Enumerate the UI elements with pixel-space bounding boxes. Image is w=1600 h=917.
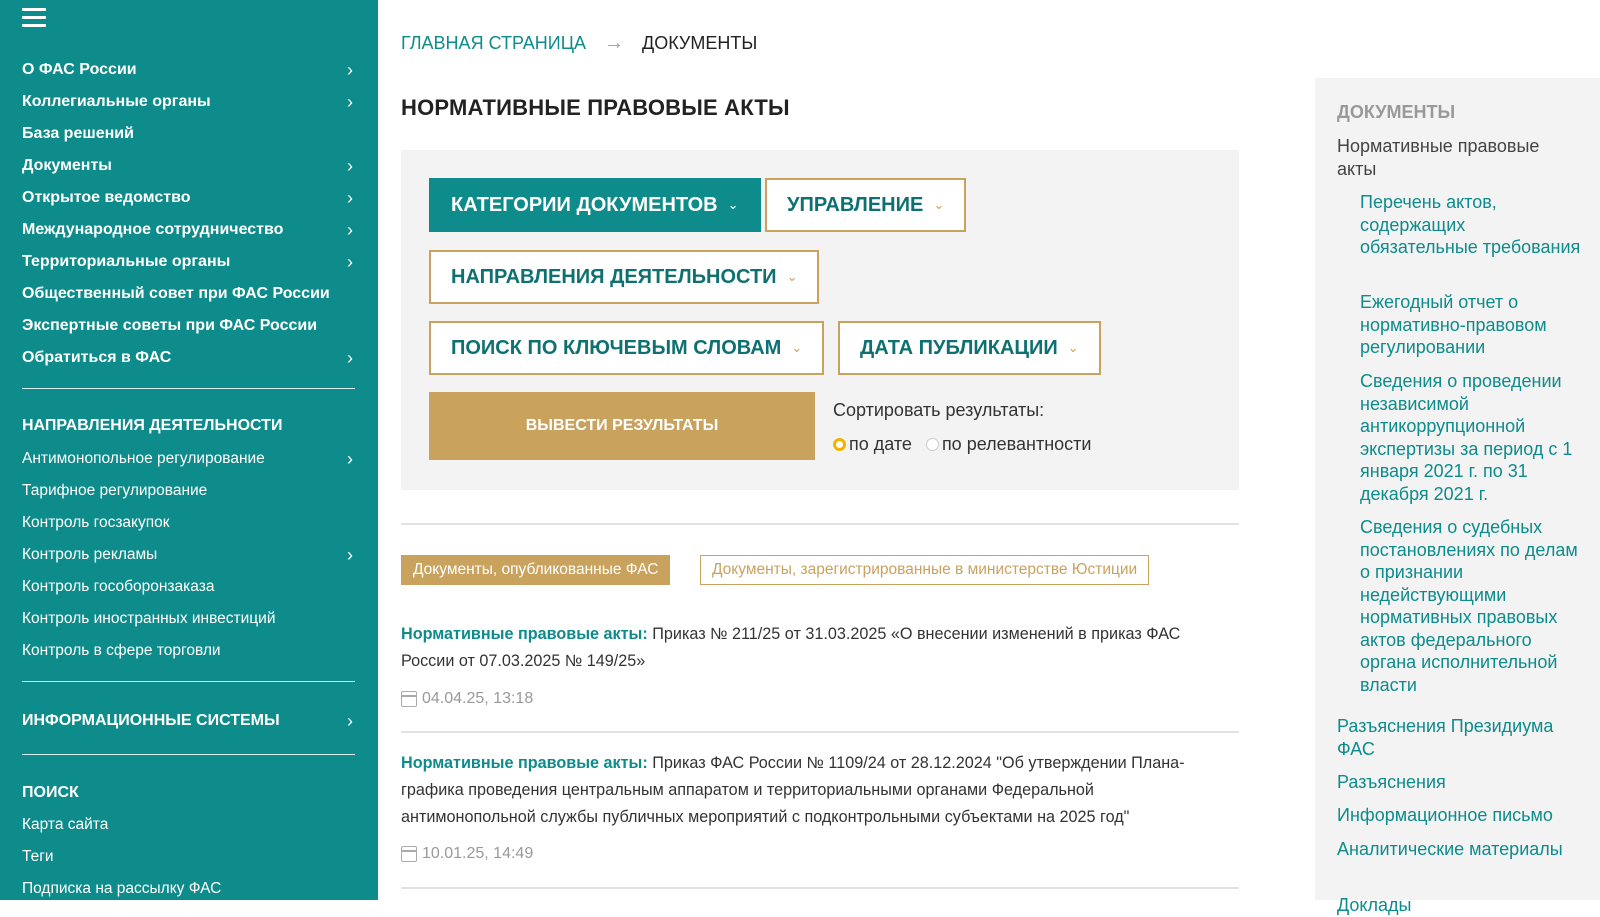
chevron-down-icon: ⌄ — [791, 340, 803, 355]
nav-item-label: О ФАС России — [22, 61, 137, 78]
nav-item-label: База решений — [22, 125, 134, 142]
nav-item-label: Тарифное регулирование — [22, 482, 208, 499]
rs-item-presidium-clarifications[interactable]: Разъяснения Президиума ФАС — [1337, 716, 1554, 759]
document-item — [401, 621, 1201, 675]
nav-item-subscribe[interactable] — [22, 873, 355, 905]
document-date — [401, 690, 533, 708]
tag-published-fas[interactable]: Документы, опубликованные ФАС — [401, 555, 670, 585]
radio-label: по релевантности — [941, 434, 1092, 454]
main-sidebar — [0, 0, 378, 900]
directions-dropdown[interactable] — [429, 250, 819, 304]
nav-item-label: Международное сотрудничество — [22, 221, 284, 238]
page-title: НОРМАТИВНЫЕ ПРАВОВЫЕ АКТЫ — [401, 95, 790, 120]
nav-item-collegial[interactable] — [22, 86, 355, 118]
info-systems-heading[interactable] — [22, 712, 355, 730]
nav-item-trade[interactable] — [22, 635, 355, 667]
dropdown-label: ДАТА ПУБЛИКАЦИИ — [860, 336, 1058, 359]
radio-checked-icon — [833, 438, 846, 451]
nav-item-label: Контроль иностранных инвестиций — [22, 610, 276, 627]
nav-item-sitemap[interactable] — [22, 809, 355, 841]
dropdown-label: ПОИСК ПО КЛЮЧЕВЫМ СЛОВАМ — [451, 336, 782, 359]
directions-heading — [22, 417, 355, 435]
nav-item-label: Коллегиальные органы — [22, 93, 211, 110]
chevron-down-icon: ⌄ — [786, 269, 798, 284]
management-dropdown[interactable] — [765, 178, 966, 232]
breadcrumb-home-link[interactable]: ГЛАВНАЯ СТРАНИЦА — [401, 33, 587, 53]
rs-subitem-anticorruption[interactable]: Сведения о проведении независимой антикоррупционной экспертизы за период с 1 января 2021 г. по 31 декабря 2021 г. — [1360, 371, 1573, 504]
show-results-button[interactable]: ВЫВЕСТИ РЕЗУЛЬТАТЫ — [429, 392, 815, 460]
date-label: 04.04.25, 13:18 — [422, 690, 534, 707]
tag-registered-justice[interactable]: Документы, зарегистрированные в министерстве Юстиции — [700, 555, 1149, 585]
divider — [401, 731, 1239, 733]
nav-item-label: Обратиться в ФАС — [22, 349, 172, 366]
chevron-down-icon: ⌄ — [727, 197, 739, 212]
divider — [401, 523, 1239, 525]
calendar-icon — [401, 691, 417, 707]
nav-item-procurement[interactable] — [22, 507, 355, 539]
nav-item-label: Теги — [22, 848, 54, 865]
nav-item-documents[interactable] — [22, 150, 355, 182]
chevron-down-icon: ⌄ — [1067, 340, 1079, 355]
directions-nav — [22, 443, 355, 667]
radio-unchecked-icon — [926, 438, 939, 451]
filter-panel — [401, 150, 1239, 490]
radio-label: по дате — [849, 434, 912, 454]
document-title-link[interactable]: Приказ ФАС России № 1109/24 от 28.12.2024 "Об утверждении Плана-графика проведения центральным аппаратом и территориальными органами Федеральной антимонопольной службы публичных мероприятий с подконтрольными субъектами на 2025 год" — [401, 754, 1185, 826]
nav-item-tariff[interactable] — [22, 475, 355, 507]
heading-label: ИНФОРМАЦИОННЫЕ СИСТЕМЫ — [22, 712, 280, 729]
nav-item-label: Открытое ведомство — [22, 189, 191, 206]
chevron-right-icon: › — [347, 252, 353, 272]
nav-divider — [22, 388, 355, 389]
rs-subitem-court-rulings[interactable]: Сведения о судебных постановлениях по делам о признании недействующими нормативных правовых актов федерального органа исполнительной власти — [1360, 517, 1578, 695]
nav-item-open-agency[interactable] — [22, 182, 355, 214]
nav-item-label: Контроль рекламы — [22, 546, 158, 563]
documents-sidebar — [1315, 78, 1600, 915]
chevron-right-icon: › — [347, 188, 353, 208]
calendar-icon — [401, 846, 417, 862]
date-label: 10.01.25, 14:49 — [422, 845, 534, 862]
chevron-right-icon: › — [347, 156, 353, 176]
arrow-right-icon: → — [604, 32, 625, 54]
nav-item-advertising[interactable] — [22, 539, 355, 571]
chevron-down-icon: ⌄ — [933, 197, 945, 212]
rs-subitem-acts-list[interactable]: Перечень актов, содержащих обязательные требования — [1360, 192, 1581, 257]
nav-item-international[interactable] — [22, 214, 355, 246]
breadcrumb — [401, 32, 757, 55]
rs-item-analytics[interactable]: Аналитические материалы — [1337, 839, 1563, 859]
nav-item-label: Контроль в сфере торговли — [22, 642, 221, 659]
search-nav — [22, 809, 355, 905]
chevron-right-icon: › — [347, 348, 353, 368]
nav-item-defense-order[interactable] — [22, 571, 355, 603]
search-heading — [22, 784, 355, 802]
document-title-link[interactable]: Приказ № 211/25 от 31.03.2025 «О внесении изменений в приказ ФАС России от 07.03.2025 № 149/25» — [401, 625, 1181, 670]
nav-item-label: Общественный совет при ФАС России — [22, 285, 330, 302]
sort-by-relevance-radio[interactable] — [926, 434, 1092, 455]
sort-label: Сортировать результаты: — [833, 400, 1045, 420]
nav-item-tags[interactable] — [22, 841, 355, 873]
nav-item-label: Документы — [22, 157, 112, 174]
heading-label: ПОИСК — [22, 784, 79, 801]
nav-item-label: Территориальные органы — [22, 253, 231, 270]
nav-item-label: Контроль госзакупок — [22, 514, 170, 531]
nav-divider — [22, 681, 355, 682]
rs-item-clarifications[interactable]: Разъяснения — [1337, 772, 1446, 792]
documents-sidebar-heading: ДОКУМЕНТЫ — [1337, 102, 1456, 122]
nav-item-label: Карта сайта — [22, 816, 109, 833]
chevron-right-icon: › — [347, 449, 353, 469]
nav-item-contact[interactable] — [22, 342, 355, 374]
nav-item-decisions[interactable] — [22, 118, 355, 150]
hamburger-menu-icon[interactable] — [22, 8, 46, 28]
nav-item-label: Контроль гособоронзаказа — [22, 578, 215, 595]
document-category-link[interactable]: Нормативные правовые акты: — [401, 625, 648, 643]
divider — [401, 887, 1239, 889]
nav-item-public-council[interactable] — [22, 278, 355, 310]
pub-date-dropdown[interactable] — [838, 321, 1101, 375]
nav-item-label: Экспертные советы при ФАС России — [22, 317, 318, 334]
dropdown-label: УПРАВЛЕНИЕ — [787, 193, 924, 216]
rs-item-info-letter[interactable]: Информационное письмо — [1337, 805, 1553, 825]
nav-item-expert-councils[interactable] — [22, 310, 355, 342]
nav-item-antimonopoly[interactable] — [22, 443, 355, 475]
chevron-right-icon: › — [347, 92, 353, 112]
rs-item-normative-acts[interactable]: Нормативные правовые акты — [1337, 136, 1540, 179]
breadcrumb-current: ДОКУМЕНТЫ — [642, 33, 758, 53]
nav-item-foreign-investment[interactable] — [22, 603, 355, 635]
chevron-right-icon: › — [347, 711, 353, 731]
rs-item-reports[interactable]: Доклады — [1337, 895, 1412, 915]
document-item — [401, 750, 1201, 831]
dropdown-label: НАПРАВЛЕНИЯ ДЕЯТЕЛЬНОСТИ — [451, 265, 777, 288]
sort-by-date-radio[interactable] — [833, 434, 912, 455]
document-date — [401, 845, 533, 863]
chevron-right-icon: › — [347, 545, 353, 565]
categories-dropdown[interactable] — [429, 178, 761, 232]
nav-divider — [22, 754, 355, 755]
dropdown-label: КАТЕГОРИИ ДОКУМЕНТОВ — [451, 193, 718, 216]
chevron-right-icon: › — [347, 220, 353, 240]
sort-options — [833, 434, 1091, 455]
main-nav — [22, 54, 355, 374]
heading-label: НАПРАВЛЕНИЯ ДЕЯТЕЛЬНОСТИ — [22, 417, 283, 434]
nav-item-about[interactable] — [22, 54, 355, 86]
keywords-dropdown[interactable] — [429, 321, 824, 375]
document-category-link[interactable]: Нормативные правовые акты: — [401, 754, 648, 772]
nav-item-label: Антимонопольное регулирование — [22, 450, 265, 467]
nav-item-label: Подписка на рассылку ФАС — [22, 880, 222, 897]
nav-item-territorial[interactable] — [22, 246, 355, 278]
rs-subitem-annual-report[interactable]: Ежегодный отчет о нормативно-правовом регулировании — [1360, 292, 1547, 357]
chevron-right-icon: › — [347, 60, 353, 80]
